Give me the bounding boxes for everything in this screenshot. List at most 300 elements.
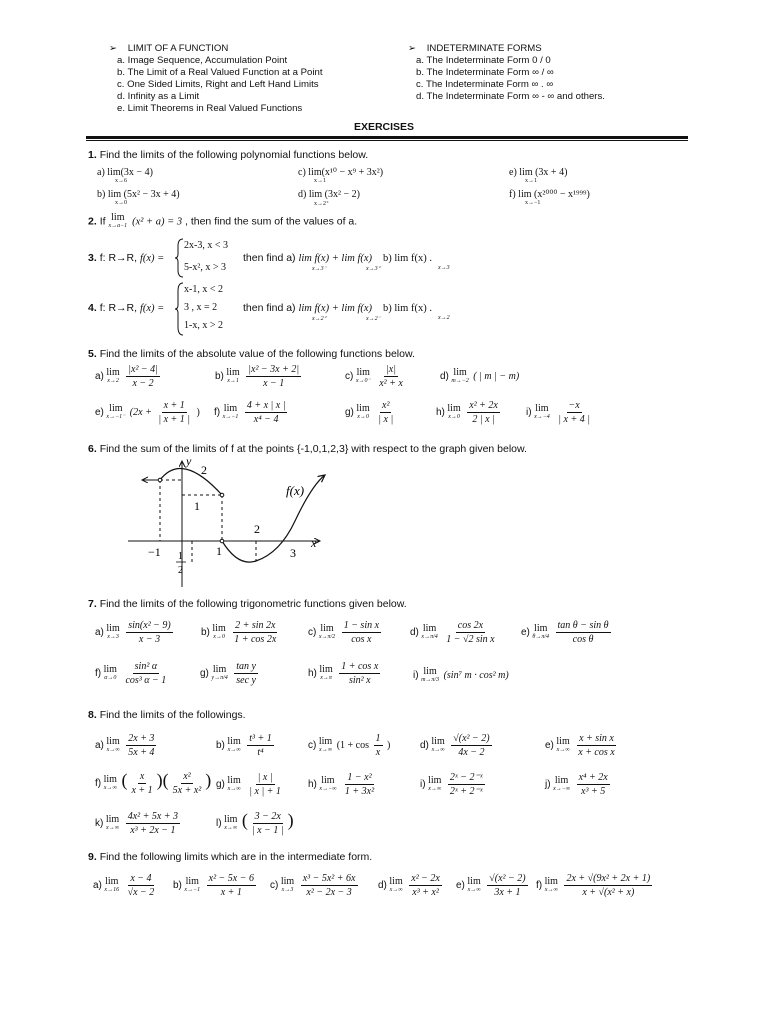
piecewise-case: 2x-3, x < 3 xyxy=(184,240,228,251)
limit-word: lim xyxy=(212,664,227,675)
exercise-8f: f) lim x→∞ ( $\frac{x}{x + 1}$ )( $\frac{\text{x²}}{\text{5x + x²}}$ ) xyxy=(95,770,212,797)
limit-subscript: x→∞ xyxy=(227,747,241,753)
limit-word: lim xyxy=(356,367,370,378)
item-label: d) xyxy=(378,879,387,891)
limit-subscript: x→0 xyxy=(115,200,127,206)
x-axis-label: x xyxy=(311,536,317,550)
expression: (2x + xyxy=(129,406,152,418)
item-label: b) xyxy=(215,370,224,382)
limit-subscript: y→π/4 xyxy=(211,675,228,681)
denominator: | x + 1 | xyxy=(158,414,191,425)
item-label: a) xyxy=(95,626,104,638)
numerator: |x² − 3x + 2| xyxy=(248,364,300,375)
denominator: 5x + 4 xyxy=(128,747,155,758)
limit-word: lim xyxy=(389,876,403,887)
graph-label: 3 xyxy=(290,546,296,560)
item-label: i) xyxy=(420,778,426,790)
exercise-8b xyxy=(216,733,276,758)
divider xyxy=(86,140,688,141)
limit-subscript: x→π/2 xyxy=(318,634,336,640)
denominator: x xyxy=(375,747,381,758)
numerator: 2x + 3 xyxy=(128,733,155,744)
limit-subscript: x→∞ xyxy=(389,887,403,893)
question-number: 4. xyxy=(88,302,97,314)
limit-subscript: x→−1 xyxy=(525,200,541,206)
numerator: 1 xyxy=(375,733,381,744)
limit-word: lim xyxy=(556,736,570,747)
graph-label: −1 xyxy=(148,545,161,559)
item-label: a) xyxy=(93,879,102,891)
expression: (sin⁷ m · cos² m) xyxy=(443,669,509,681)
limit-word: lim xyxy=(103,664,117,675)
limit-word: lim xyxy=(227,736,241,747)
expression: (1 + cos xyxy=(336,739,369,751)
item-label: f) xyxy=(536,879,543,891)
right-topic-item: c. The Indeterminate Form ∞ . ∞ xyxy=(416,79,554,90)
item-label: i) xyxy=(413,669,419,681)
limit-subscript: m→π/3 xyxy=(421,677,440,683)
item-label: g) xyxy=(345,406,354,418)
expression: ( | m | − m) xyxy=(473,370,520,382)
item-label: e) xyxy=(456,879,465,891)
denominator: x + 1 xyxy=(131,785,153,797)
exercise-8a xyxy=(95,733,158,758)
left-topic-title: LIMIT OF A FUNCTION xyxy=(127,43,229,54)
question-7 xyxy=(88,598,407,610)
limit-subscript: x→6 xyxy=(115,178,127,184)
expression: d) lim (3x² − 2) xyxy=(298,189,360,200)
item-label: a) xyxy=(95,370,104,382)
denominator: 1 + cos 2x xyxy=(234,634,277,645)
limit-word: lim xyxy=(109,403,123,414)
piecewise-case: 1-x, x > 2 xyxy=(184,320,223,331)
limit-subscript: x→3 xyxy=(281,887,294,893)
item-label: f) xyxy=(95,667,102,679)
item-label: b) xyxy=(201,626,210,638)
limit-word: lim xyxy=(111,212,125,223)
graph-label: 1 xyxy=(194,499,200,513)
limit-subscript: x→a−1 xyxy=(108,223,128,229)
expression: f) lim (x²⁰⁰⁰ − x¹⁹⁹⁹) xyxy=(509,189,590,200)
question-1 xyxy=(88,149,368,161)
item-label: d) xyxy=(420,739,429,751)
exercise-8g xyxy=(216,772,285,797)
item-label: b) xyxy=(173,879,182,891)
graph-label: 2 xyxy=(254,522,260,536)
denominator: x − 3 xyxy=(138,634,161,645)
numerator: 2x + √(9x² + 2x + 1) xyxy=(566,873,651,884)
limit-subscript: x→π xyxy=(320,675,332,681)
limit-word: lim xyxy=(212,623,226,634)
exercise-5c xyxy=(345,364,407,389)
item-label: f) xyxy=(214,406,221,418)
limit-subscript: x→1 xyxy=(314,178,326,184)
open-point xyxy=(220,539,224,543)
limit-subscript: x→2 xyxy=(107,378,119,384)
exercise-8h xyxy=(308,772,378,797)
limit-subscript: x→∞ xyxy=(319,747,332,753)
piecewise-case: 3 , x = 2 xyxy=(184,302,218,313)
numerator: tan y xyxy=(236,661,256,672)
limit-word: lim xyxy=(544,876,558,887)
exercise-5b xyxy=(215,364,303,389)
limit-word: lim xyxy=(320,623,334,634)
question-number: 5. xyxy=(88,348,97,360)
item-label: h) xyxy=(308,667,317,679)
limit-subscript: x→1 xyxy=(525,178,537,184)
exercise-5d xyxy=(440,368,519,385)
expression: lim f(x) + lim f(x) xyxy=(298,303,373,314)
denominator: 4x − 2 xyxy=(458,747,485,758)
graph-label: 2 xyxy=(178,565,183,576)
exercise-7a xyxy=(95,620,175,645)
numerator: x² + 2x xyxy=(469,400,498,411)
left-topic-item: b. The Limit of a Real Valued Function at a Point xyxy=(117,67,323,78)
graph-label: 1 xyxy=(216,544,222,558)
limit-subscript: x→2⁺ xyxy=(312,316,327,322)
exercise-9a xyxy=(93,873,158,898)
question-9 xyxy=(88,851,372,863)
exercise-1f xyxy=(509,189,590,206)
limit-subscript: x→−1 xyxy=(184,887,201,893)
denominator: t⁴ xyxy=(257,747,264,758)
question-8 xyxy=(88,709,246,721)
limit-subscript: x→3⁻ xyxy=(312,266,327,272)
numerator: 1 − x² xyxy=(347,772,372,783)
right-topic-item: a. The Indeterminate Form 0 / 0 xyxy=(416,55,551,66)
limit-subscript: x→−1 xyxy=(222,414,239,420)
denominator: x + √(x² + x) xyxy=(582,887,635,898)
limit-subscript: x→∞ xyxy=(106,825,119,831)
numerator: x² − 5x − 6 xyxy=(208,873,254,884)
limit-word: lim xyxy=(280,876,295,887)
limit-subscript: x→∞ xyxy=(224,825,238,832)
expression: ) xyxy=(387,739,391,751)
right-topic-title: INDETERMINATE FORMS xyxy=(426,43,542,54)
limit-subscript: x→0 xyxy=(448,414,460,420)
exercise-8e xyxy=(545,733,619,758)
page-title: EXERCISES xyxy=(353,121,415,133)
question-number: 7. xyxy=(88,598,97,610)
limit-word: lim xyxy=(105,876,119,887)
expression: b) lim (5x² − 3x + 4) xyxy=(97,189,180,200)
question-text: Find the limits of the followings. xyxy=(99,709,246,721)
expression: (x² + a) = 3 xyxy=(132,216,183,228)
function-graph xyxy=(120,455,350,590)
denominator: x³ + x² xyxy=(412,887,439,898)
limit-word: lim xyxy=(431,736,445,747)
denominator: cos³ α − 1 xyxy=(125,675,167,686)
question-text: Find the limits of the following polynomial functions below. xyxy=(99,149,369,161)
limit-word: lim xyxy=(534,623,548,634)
item-label: g) xyxy=(216,778,225,790)
expression: c) lim(x¹⁰ − x⁹ + 3x²) xyxy=(298,167,384,178)
numerator: x + 1 xyxy=(163,400,185,411)
exercise-7e xyxy=(521,620,613,645)
question-text: Find the following limits which are in the intermediate form. xyxy=(99,851,373,863)
limit-word: lim xyxy=(319,664,333,675)
denominator: | x | xyxy=(378,414,394,425)
limit-word: lim xyxy=(227,775,241,786)
curve-segment xyxy=(160,468,222,495)
question-3 xyxy=(88,252,164,264)
divider xyxy=(86,136,688,139)
question-number: 8. xyxy=(88,709,97,721)
left-topic-item: e. Limit Theorems in Real Valued Functions xyxy=(117,103,303,114)
numerator: sin² α xyxy=(134,661,158,672)
limit-subscript: x→16 xyxy=(104,887,120,893)
exercise-9e xyxy=(456,873,530,898)
item-label: h) xyxy=(436,406,445,418)
denominator: √x − 2 xyxy=(127,887,155,898)
right-topic-item: d. The Indeterminate Form ∞ - ∞ and others. xyxy=(416,91,605,102)
exercise-7i xyxy=(413,667,509,684)
question-number: 2. xyxy=(88,215,97,228)
item-label: e) xyxy=(95,406,104,418)
limit-subscript: x→3 xyxy=(438,265,450,271)
left-topic-list xyxy=(117,55,323,115)
limit-subscript: x→∞ xyxy=(467,887,481,893)
limit-word: lim xyxy=(106,623,120,634)
limit-subscript: x→0 xyxy=(357,414,369,420)
numerator: x⁴ + 2x xyxy=(578,772,608,783)
numerator: 1 + cos x xyxy=(341,661,379,672)
right-topic-item: b. The Indeterminate Form ∞ / ∞ xyxy=(416,67,554,78)
exercise-5e xyxy=(95,400,200,425)
limit-subscript: x→2⁻ xyxy=(366,316,381,322)
open-point xyxy=(220,493,224,497)
denominator: | x + 4 | xyxy=(558,414,590,425)
question-text: f: R→R, xyxy=(99,252,138,264)
left-topic-item: a. Image Sequence, Accumulation Point xyxy=(117,55,288,66)
curve-segment xyxy=(222,475,325,562)
numerator: sin(x² − 9) xyxy=(128,620,171,631)
denominator: cos θ xyxy=(572,634,594,645)
numerator: √(x² − 2) xyxy=(489,873,526,884)
item-label: j) xyxy=(545,778,551,790)
denominator: sec y xyxy=(236,675,256,686)
function-label: f(x) = xyxy=(139,253,165,264)
numerator: 1 − sin x xyxy=(343,620,380,631)
item-label: a) xyxy=(95,739,104,751)
right-topic-list xyxy=(416,55,605,103)
question-text: then find a) xyxy=(243,252,296,264)
item-label: h) xyxy=(308,778,317,790)
limit-word: lim xyxy=(224,814,238,826)
expression: a) lim(3x − 4) xyxy=(97,167,153,178)
exercise-9c xyxy=(270,873,360,898)
denominator: x − 1 xyxy=(263,378,285,389)
question-text: , then find the sum of the values of a. xyxy=(185,215,358,228)
denominator: x⁴ − 4 xyxy=(253,414,279,425)
question-text: Find the limits of the absolute value of the following functions below. xyxy=(99,348,415,360)
y-axis-label: y xyxy=(186,455,192,468)
exercise-7f xyxy=(95,661,170,686)
limit-subscript: m→−2 xyxy=(451,378,469,384)
exercise-1c xyxy=(298,167,383,184)
numerator: 4 + x | x | xyxy=(246,400,286,411)
question-text: then find a) xyxy=(243,302,296,314)
numerator: cos 2x xyxy=(457,620,484,631)
numerator: 4x² + 5x + 3 xyxy=(127,811,179,822)
numerator: x + sin x xyxy=(579,733,614,744)
exercise-5i xyxy=(526,400,594,425)
denominator: x³ + 2x − 1 xyxy=(130,825,176,836)
item-label: c) xyxy=(308,626,317,638)
exercise-8d xyxy=(420,733,494,758)
exercise-8i xyxy=(420,772,487,797)
item-label: f) xyxy=(95,778,102,789)
limit-subscript: α→0 xyxy=(104,675,117,681)
bullet-arrow-icon: ➢ xyxy=(408,43,417,54)
numerator: 2 + sin 2x xyxy=(235,620,276,631)
denominator: x³ + 5 xyxy=(581,786,606,797)
exercise-8l: l) lim x→∞ ( $\frac{3 - 2x}{| x - 1 |}$ ) xyxy=(216,810,294,837)
limit-word: lim xyxy=(223,403,238,414)
limit-word: lim xyxy=(423,666,437,677)
limit-subscript: x→∞ xyxy=(431,747,445,753)
item-label: i) xyxy=(526,406,532,418)
question-5 xyxy=(88,348,415,360)
limit-word: lim xyxy=(106,736,120,747)
limit-word: lim xyxy=(554,775,569,786)
question-text: Find the sum of the limits of f at the points {-1,0,1,2,3} with respect to the graph given below. xyxy=(99,443,527,455)
exercise-5g xyxy=(345,400,397,425)
denominator: sin² x xyxy=(348,675,371,686)
limit-word: lim xyxy=(356,403,370,414)
limit-subscript: x→∞ xyxy=(556,747,570,753)
limit-word: lim xyxy=(422,623,437,634)
limit-subscript: x→∞ xyxy=(103,785,117,792)
limit-word: lim xyxy=(535,403,549,414)
denominator: 2ˣ + 2⁻ˣ xyxy=(449,786,483,797)
expression: e) lim (3x + 4) xyxy=(509,167,568,178)
limit-subscript: x→3⁺ xyxy=(366,266,381,272)
limit-word: lim xyxy=(447,403,461,414)
piecewise-case: 5-x², x > 3 xyxy=(184,262,226,273)
limit-subscript: x→1 xyxy=(227,378,239,384)
limit-word: lim xyxy=(226,367,240,378)
exercise-9b xyxy=(173,873,258,898)
exercise-1a xyxy=(97,167,153,184)
numerator: t³ + 1 xyxy=(249,733,272,744)
exercise-7g xyxy=(200,661,260,686)
exercise-1d xyxy=(298,189,360,207)
exercise-7c xyxy=(308,620,383,645)
denominator: 5x + x² xyxy=(172,785,202,797)
denominator: 3x + 1 xyxy=(494,887,521,898)
limit-subscript: x→2⁺ xyxy=(314,201,330,207)
item-label: e) xyxy=(521,626,530,638)
limit-subscript: x→∞ xyxy=(227,786,241,792)
numerator: |x| xyxy=(386,364,396,375)
denominator: x + 1 xyxy=(220,887,242,898)
limit-word: lim xyxy=(318,736,333,747)
item-label: d) xyxy=(440,370,449,382)
limit-subscript: x→2 xyxy=(438,315,450,321)
denominator: | x − 1 | xyxy=(251,825,284,837)
bullet-arrow-icon: ➢ xyxy=(109,43,118,54)
numerator: x² xyxy=(183,771,191,783)
piecewise-case: x-1, x < 2 xyxy=(184,284,223,295)
question-6 xyxy=(88,443,527,455)
limit-word: lim xyxy=(105,814,120,825)
item-label: g) xyxy=(200,667,209,679)
limit-subscript: x→−∞ xyxy=(553,786,571,792)
exercise-1e xyxy=(509,167,567,184)
denominator: x² − 2x − 3 xyxy=(306,887,352,898)
graph-label: 1 xyxy=(178,551,183,562)
item-label: b) xyxy=(216,739,225,751)
function-label: f(x) = xyxy=(139,303,165,314)
denominator: | x | + 1 xyxy=(249,786,281,797)
question-2 xyxy=(88,213,357,230)
exercise-7h xyxy=(308,661,382,686)
numerator: x² − 2x xyxy=(411,873,440,884)
question-4 xyxy=(88,302,164,314)
denominator: x − 2 xyxy=(132,378,154,389)
limit-subscript: x→3 xyxy=(107,634,119,640)
limit-subscript: x→π/4 xyxy=(421,634,438,640)
denominator: 1 + 3x² xyxy=(344,786,375,797)
exercise-5f xyxy=(214,400,289,425)
numerator: x² xyxy=(382,400,390,411)
numerator: 3 − 2x xyxy=(254,811,281,823)
left-topic-item: c. One Sided Limits, Right and Left Hand Limits xyxy=(117,79,319,90)
exercise-7b xyxy=(201,620,280,645)
exercise-9f xyxy=(536,873,654,898)
question-number: 6. xyxy=(88,443,97,455)
numerator: x xyxy=(139,771,145,783)
expression: ) xyxy=(196,406,200,418)
limit-subscript: x→0⁻ xyxy=(355,378,371,384)
question-number: 1. xyxy=(88,149,97,161)
item-label: c) xyxy=(308,739,317,751)
exercise-8c xyxy=(308,733,390,758)
item-label: c) xyxy=(270,879,279,891)
limit-word: lim xyxy=(103,774,117,786)
limit-subscript: θ→π/4 xyxy=(532,634,550,640)
limit-word: lim xyxy=(185,876,199,887)
numerator: −x xyxy=(568,400,580,411)
question-number: 3. xyxy=(88,252,97,264)
curve-label: f(x) xyxy=(286,483,305,498)
expression: b) lim f(x) . xyxy=(382,253,432,264)
numerator: x³ − 5x² + 6x xyxy=(302,873,356,884)
exercise-7d xyxy=(410,620,499,645)
item-label: l) xyxy=(216,818,222,829)
question-number: 9. xyxy=(88,851,97,863)
item-label: d) xyxy=(410,626,419,638)
left-topic xyxy=(109,43,228,55)
right-topic xyxy=(408,43,542,55)
limit-subscript: x→−1⁻ xyxy=(106,414,126,420)
limit-subscript: x→∞ xyxy=(428,786,442,792)
question-text: If xyxy=(99,215,106,228)
question-3-ask xyxy=(243,252,432,264)
item-label: c) xyxy=(345,370,354,382)
numerator: |x² − 4| xyxy=(128,364,158,375)
item-label: e) xyxy=(545,739,554,751)
denominator: x + cos x xyxy=(578,747,615,758)
denominator: x² + x xyxy=(379,378,403,389)
numerator: tan θ − sin θ xyxy=(557,620,609,631)
item-label: k) xyxy=(95,817,104,829)
limit-subscript: x→−4 xyxy=(534,414,550,420)
open-point xyxy=(158,478,162,482)
limit-word: lim xyxy=(321,775,335,786)
numerator: x − 4 xyxy=(130,873,152,884)
